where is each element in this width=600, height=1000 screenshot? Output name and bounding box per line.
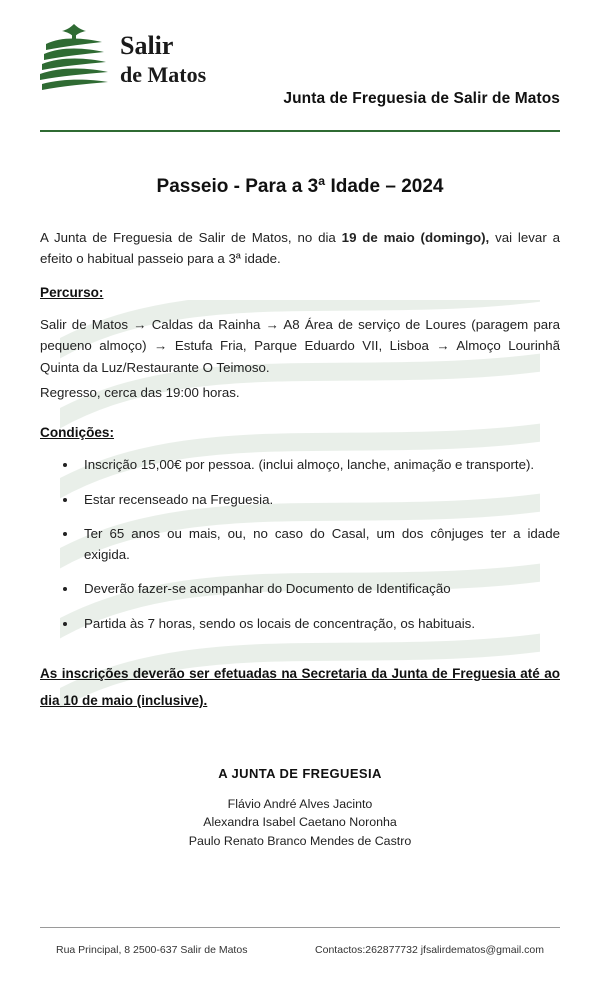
footer-contacts: Contactos:262877732 jfsalirdematos@gmail.com	[315, 944, 544, 956]
signatory-name: Alexandra Isabel Caetano Noronha	[203, 815, 397, 830]
list-item: • Partida às 7 horas, sendo os locais de concentração, os habituais.	[78, 613, 560, 634]
route-return-text: Regresso, cerca das 19:00 horas.	[40, 385, 240, 401]
header-divider	[40, 130, 560, 132]
logo-text-line2: de Matos	[120, 62, 207, 87]
list-item: • Inscrição 15,00€ por pessoa. (inclui almoço, lanche, animação e transporte).	[78, 454, 560, 475]
list-item: • Ter 65 anos ou mais, ou, no caso do Casal, um dos cônjuges ter a idade exigida.	[78, 523, 560, 566]
footer-divider	[40, 927, 560, 928]
intro-date-bold: 19 de maio (domingo),	[341, 230, 490, 245]
page-title: Passeio - Para a 3ª Idade – 2024	[156, 176, 444, 197]
footer-address: Rua Principal, 8 2500-637 Salir de Matos	[56, 944, 248, 956]
organization-title: Junta de Freguesia de Salir de Matos	[283, 90, 560, 107]
route-heading: Percurso:	[40, 285, 104, 301]
signatory-name: Flávio André Alves Jacinto	[227, 796, 373, 811]
conditions-list	[40, 454, 560, 634]
registration-notice: As inscrições deverão ser efetuadas na Secretaria da Junta de Freguesia até ao dia 10 de maio (inclusive).	[40, 665, 560, 708]
document-body	[40, 118, 560, 851]
list-item: • Estar recenseado na Freguesia.	[78, 489, 560, 510]
signatory-name: Paulo Renato Branco Mendes de Castro	[188, 834, 412, 849]
document-footer	[56, 944, 544, 956]
intro-paragraph	[40, 228, 560, 269]
document-header	[40, 0, 560, 118]
conditions-heading: Condições:	[40, 425, 115, 441]
list-item: • Deverão fazer-se acompanhar do Documento de Identificação	[78, 578, 560, 599]
intro-text-after: vai levar a efeito o habitual passeio para a 3ª idade.	[40, 230, 560, 266]
signature-title: A JUNTA DE FREGUESIA	[218, 765, 382, 781]
route-text: Salir de Matos → Caldas da Rainha → A8 Área de serviço de Loures (paragem para pequeno almoço) → Estufa Fria, Parque Eduardo VII, Lisboa → Almoço Lourinhã Quinta da Luz/Restaurante O Teimoso.	[40, 317, 560, 375]
signature-block	[40, 766, 560, 851]
salir-de-matos-logo	[40, 22, 240, 94]
logo-text-line1: Salir	[120, 31, 174, 60]
intro-text-before: A Junta de Freguesia de Salir de Matos, no dia	[40, 230, 342, 245]
